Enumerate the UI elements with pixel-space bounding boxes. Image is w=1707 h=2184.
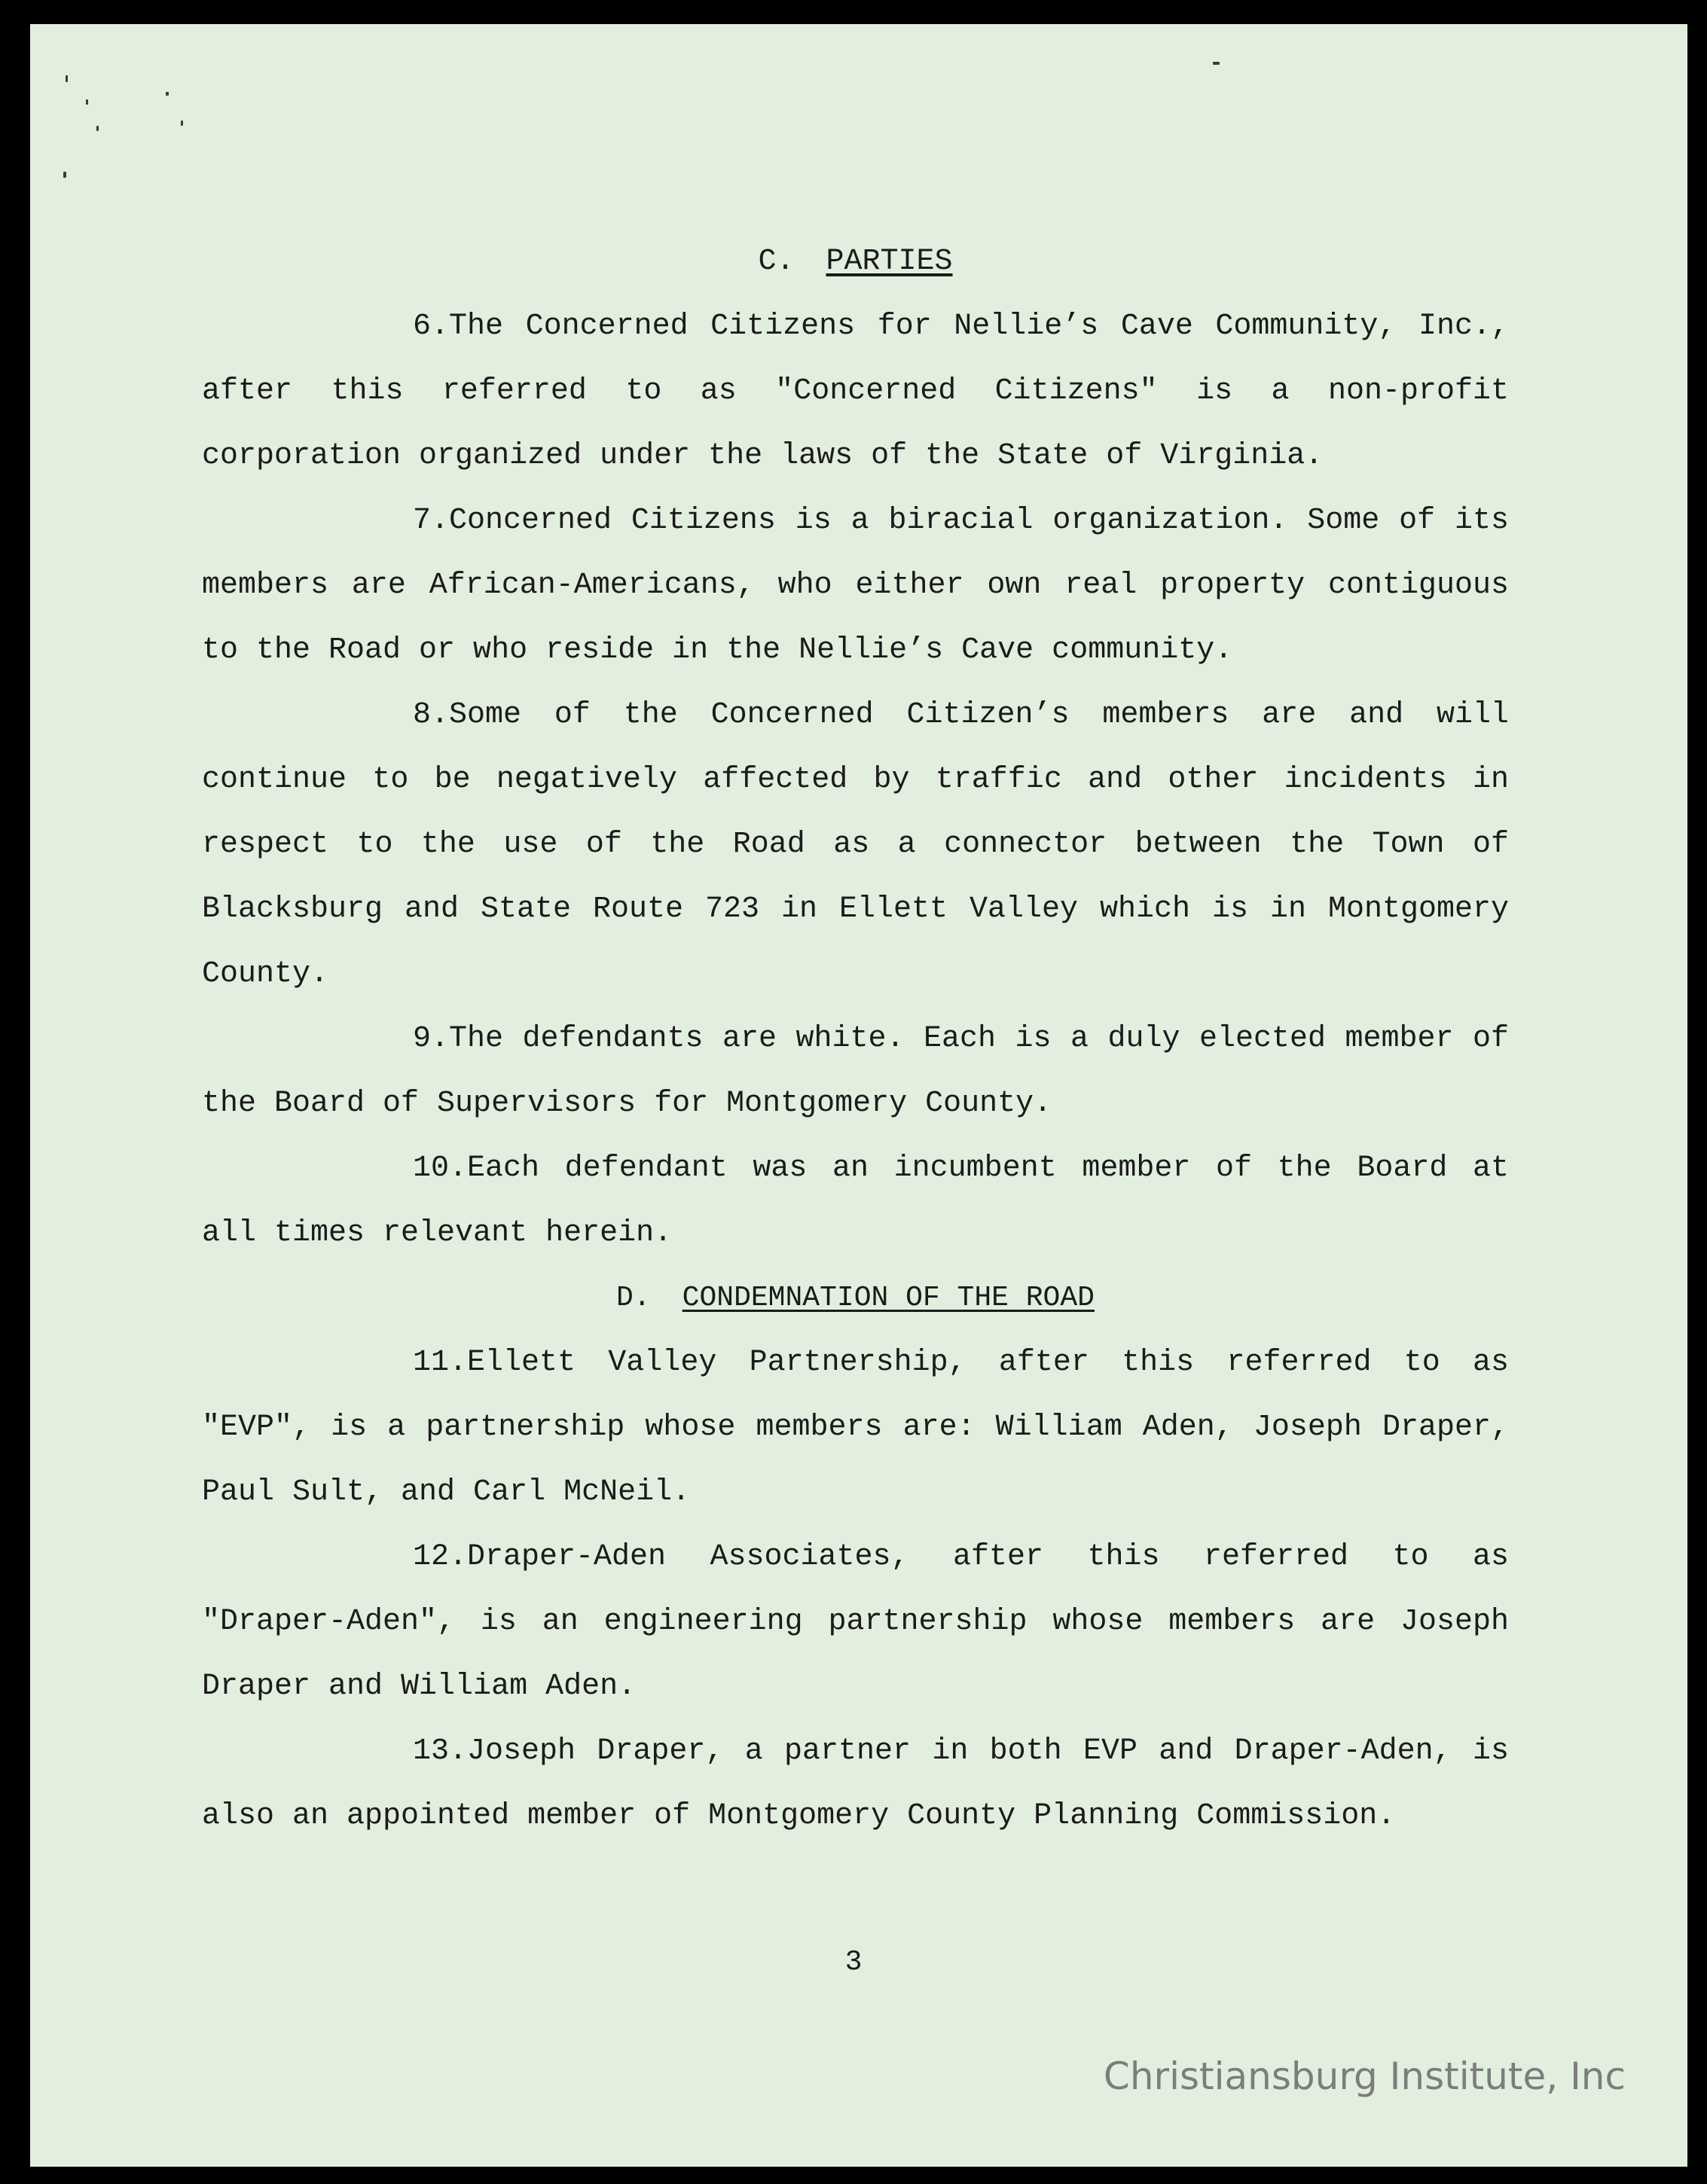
paragraph-10 xyxy=(202,1136,1509,1266)
page-number: 3 xyxy=(844,1946,863,1978)
paragraph-text: Joseph Draper, a partner in both EVP and Draper-Aden, is also an appointed member of Montgomery County Planning Commission. xyxy=(202,1734,1509,1833)
paragraph-number: 10. xyxy=(413,1151,468,1185)
section-c-heading xyxy=(202,230,1509,294)
scan-speck xyxy=(166,92,169,96)
paragraph-text: Ellett Valley Partnership, after this referred to as "EVP", is a partnership whose members are: William Aden, Joseph Draper, Paul Sult, and Carl McNeil. xyxy=(202,1346,1509,1509)
paragraph-7 xyxy=(202,489,1509,683)
paragraph-number: 12. xyxy=(413,1540,468,1574)
paragraph-9 xyxy=(202,1007,1509,1136)
paragraph-text: Some of the Concerned Citizen’s members are and will continue to be negatively affected by traffic and other incidents in respect to the use of the Road as a connector between the Town of Blacksburg and State Route 723 in Ellett Valley which is in Montgomery County. xyxy=(202,698,1509,991)
document-body xyxy=(202,230,1509,1849)
section-d-letter: D. xyxy=(616,1282,651,1314)
section-d-title: CONDEMNATION OF THE ROAD xyxy=(682,1282,1095,1314)
paragraph-number: 11. xyxy=(413,1346,468,1380)
paragraph-8 xyxy=(202,683,1509,1007)
paragraph-text: Draper-Aden Associates, after this referred to as "Draper-Aden", is an engineering partnership whose members are Joseph Draper and William Aden. xyxy=(202,1540,1509,1704)
paragraph-number: 8. xyxy=(413,698,450,732)
paragraph-11 xyxy=(202,1331,1509,1525)
paragraph-text: Each defendant was an incumbent member of the Board at all times relevant herein. xyxy=(202,1151,1509,1250)
paragraph-text: Concerned Citizens is a biracial organization. Some of its members are African-Americans, who either own real property contiguous to the Road or who reside in the Nellie’s Cave community. xyxy=(202,504,1509,667)
scan-speck xyxy=(96,126,99,131)
watermark-text: Christiansburg Institute, Inc xyxy=(1103,2054,1626,2098)
paragraph-text: The defendants are white. Each is a duly elected member of the Board of Supervisors for Montgomery County. xyxy=(202,1022,1509,1121)
scan-speck xyxy=(181,120,183,126)
paragraph-number: 7. xyxy=(413,504,450,538)
scan-speck xyxy=(63,172,66,178)
paragraph-number: 6. xyxy=(413,310,450,343)
scan-speck xyxy=(86,99,88,105)
paragraph-text: The Concerned Citizens for Nellie’s Cave Community, Inc., after this referred to as "Concerned Citizens" is a non-profit corporation organized under the laws of the State of Virginia. xyxy=(202,310,1509,473)
paragraph-number: 13. xyxy=(413,1734,468,1768)
section-c-title: PARTIES xyxy=(826,245,953,279)
section-c-letter: C. xyxy=(758,245,795,279)
paragraph-number: 9. xyxy=(413,1022,450,1056)
section-d-heading xyxy=(202,1266,1509,1331)
scan-speck xyxy=(1213,62,1220,65)
scan-speck xyxy=(66,75,68,82)
paragraph-12 xyxy=(202,1525,1509,1719)
paragraph-6 xyxy=(202,294,1509,489)
paragraph-13 xyxy=(202,1719,1509,1849)
